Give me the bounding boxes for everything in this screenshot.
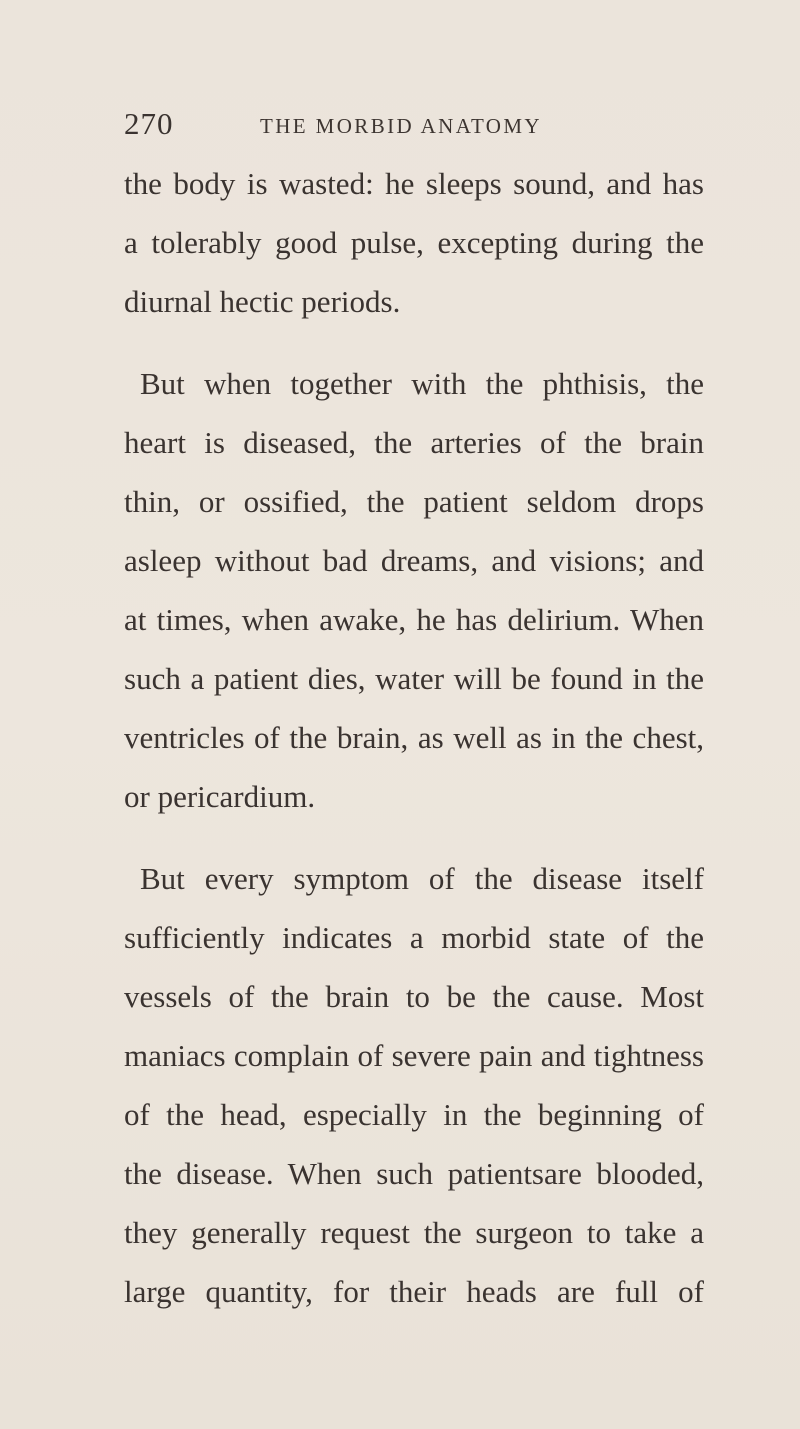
text-line: vessels of the brain to be the cause. Most	[124, 979, 704, 1014]
text-line: such a patient dies, water will be found in the	[124, 661, 704, 696]
text-line: or pericardium.	[124, 779, 316, 814]
text-line: maniacs complain of severe pain and tightness	[124, 1038, 704, 1073]
text-line: asleep without bad dreams, and visions; and	[124, 543, 704, 578]
running-title: THE MORBID ANATOMY	[260, 114, 542, 138]
text-line: large quantity, for their heads are full of	[124, 1274, 704, 1309]
text-line: at times, when awake, he has delirium. When	[124, 602, 704, 637]
text-line: diurnal hectic periods.	[124, 284, 401, 319]
text-line: they generally request the surgeon to take a	[124, 1215, 704, 1250]
text-line: heart is diseased, the arteries of the brain	[124, 425, 704, 460]
text-line: of the head, especially in the beginning of	[124, 1097, 704, 1132]
running-head	[0, 106, 800, 146]
text-line: But every symptom of the disease itself	[140, 861, 704, 896]
text-line: But when together with the phthisis, the	[140, 366, 704, 401]
text-line: sufficiently indicates a morbid state of the	[124, 920, 704, 955]
text-line: ventricles of the brain, as well as in the chest,	[124, 720, 704, 755]
text-line: the disease. When such patientsare blooded,	[124, 1156, 704, 1191]
page-number: 270	[124, 106, 174, 141]
text-line: thin, or ossified, the patient seldom drops	[124, 484, 704, 519]
text-line: the body is wasted: he sleeps sound, and has	[124, 166, 704, 201]
text-line: a tolerably good pulse, excepting during the	[124, 225, 704, 260]
